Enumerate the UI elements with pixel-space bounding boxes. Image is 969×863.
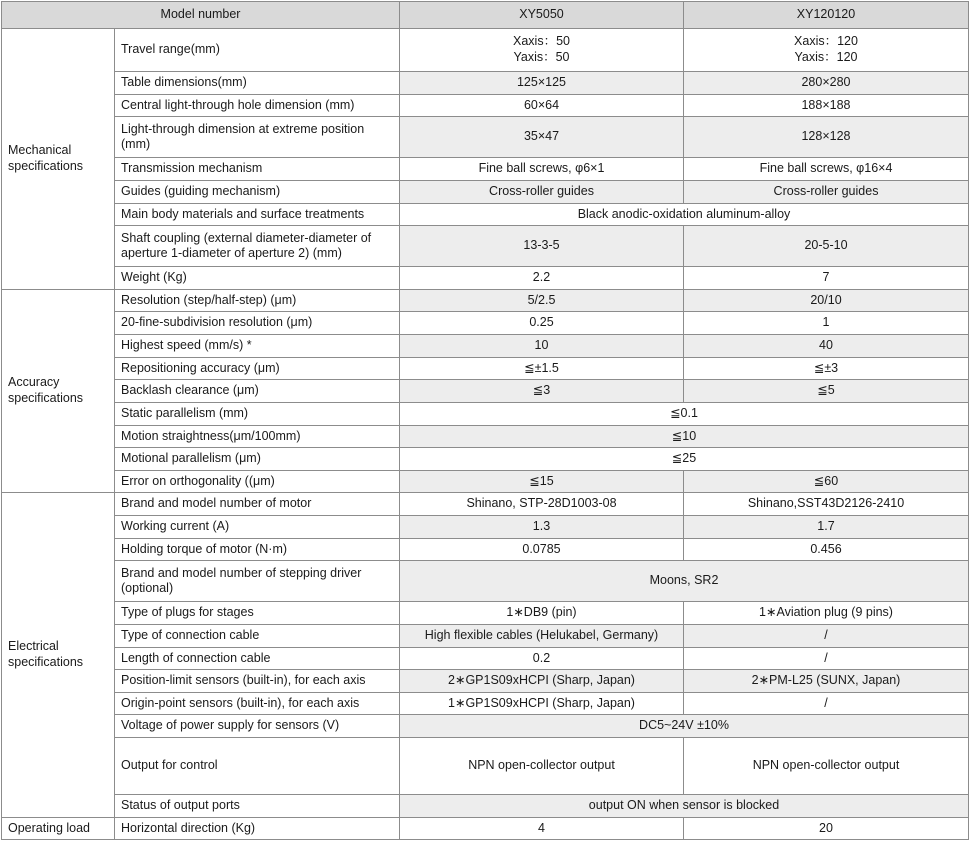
cell-table-dimensions-a: 125×125 <box>400 72 684 95</box>
cell-travel-range-a-y: Yaxis：50 <box>513 50 570 64</box>
table-row <box>2 357 969 380</box>
cell-travel-range-b <box>684 29 969 72</box>
row-label-output-for-control: Output for control <box>115 738 400 795</box>
table-row <box>2 425 969 448</box>
table-row <box>2 312 969 335</box>
cell-transmission-a: Fine ball screws, φ6×1 <box>400 158 684 181</box>
table-row <box>2 267 969 290</box>
row-label-sensor-voltage: Voltage of power supply for sensors (V) <box>115 715 400 738</box>
row-label-output-port-status: Status of output ports <box>115 795 400 818</box>
table-row <box>2 402 969 425</box>
table-row <box>2 647 969 670</box>
cell-travel-range-b-y: Yaxis：120 <box>794 50 858 64</box>
table-row <box>2 180 969 203</box>
cell-resolution-a: 5/2.5 <box>400 289 684 312</box>
cell-holding-torque-b: 0.456 <box>684 538 969 561</box>
cell-backlash-b: ≦5 <box>684 380 969 403</box>
cell-highest-speed-a: 10 <box>400 335 684 358</box>
specifications-table <box>1 1 969 840</box>
row-label-subdivision-resolution: 20-fine-subdivision resolution (μm) <box>115 312 400 335</box>
table-row <box>2 380 969 403</box>
row-label-repositioning-accuracy: Repositioning accuracy (μm) <box>115 357 400 380</box>
category-electrical-line1: Electrical <box>8 639 59 654</box>
header-xy5050: XY5050 <box>400 2 684 29</box>
row-label-backlash: Backlash clearance (μm) <box>115 380 400 403</box>
row-label-table-dimensions: Table dimensions(mm) <box>115 72 400 95</box>
cell-output-for-control-a: NPN open-collector output <box>400 738 684 795</box>
table-row <box>2 470 969 493</box>
cell-shaft-coupling-a: 13-3-5 <box>400 226 684 267</box>
row-label-shaft-coupling: Shaft coupling (external diameter-diameter of aperture 1-diameter of aperture 2) (mm) <box>115 226 400 267</box>
cell-extreme-position-b: 128×128 <box>684 117 969 158</box>
table-row <box>2 538 969 561</box>
cell-stepping-driver-span: Moons, SR2 <box>400 561 969 602</box>
row-label-body-materials: Main body materials and surface treatments <box>115 203 400 226</box>
cell-orthogonality-a: ≦15 <box>400 470 684 493</box>
category-electrical <box>2 493 115 817</box>
table-row <box>2 158 969 181</box>
row-label-extreme-position: Light-through dimension at extreme position (mm) <box>115 117 400 158</box>
table-row <box>2 289 969 312</box>
cell-highest-speed-b: 40 <box>684 335 969 358</box>
category-accuracy-line1: Accuracy <box>8 375 60 390</box>
table-row <box>2 602 969 625</box>
table-row <box>2 493 969 516</box>
row-label-weight: Weight (Kg) <box>115 267 400 290</box>
table-header-row <box>2 2 969 29</box>
row-label-position-limit-sensors: Position-limit sensors (built-in), for each axis <box>115 670 400 693</box>
row-label-connection-cable-type: Type of connection cable <box>115 624 400 647</box>
category-accuracy-line2: specifications <box>8 391 84 406</box>
cell-repositioning-accuracy-a: ≦±1.5 <box>400 357 684 380</box>
category-mechanical-line1: Mechanical <box>8 143 72 158</box>
header-xy120120: XY120120 <box>684 2 969 29</box>
cell-holding-torque-a: 0.0785 <box>400 538 684 561</box>
row-label-origin-point-sensors: Origin-point sensors (built-in), for each axis <box>115 692 400 715</box>
row-label-holding-torque: Holding torque of motor (N·m) <box>115 538 400 561</box>
cell-working-current-b: 1.7 <box>684 516 969 539</box>
table-row <box>2 715 969 738</box>
row-label-motion-straightness: Motion straightness(μm/100mm) <box>115 425 400 448</box>
table-row <box>2 670 969 693</box>
cell-connection-cable-length-a: 0.2 <box>400 647 684 670</box>
cell-travel-range-b-x: Xaxis：120 <box>794 34 858 49</box>
cell-travel-range-a-x: Xaxis：50 <box>513 34 570 49</box>
table-row <box>2 817 969 840</box>
table-row <box>2 692 969 715</box>
category-mechanical <box>2 29 115 290</box>
table-row <box>2 226 969 267</box>
row-label-central-hole: Central light-through hole dimension (mm) <box>115 94 400 117</box>
cell-travel-range-a <box>400 29 684 72</box>
cell-table-dimensions-b: 280×280 <box>684 72 969 95</box>
cell-horizontal-direction-b: 20 <box>684 817 969 840</box>
cell-static-parallelism-span: ≦0.1 <box>400 402 969 425</box>
cell-orthogonality-b: ≦60 <box>684 470 969 493</box>
cell-motor-brand-a: Shinano, STP-28D1003-08 <box>400 493 684 516</box>
table-row <box>2 335 969 358</box>
cell-shaft-coupling-b: 20-5-10 <box>684 226 969 267</box>
table-row <box>2 203 969 226</box>
table-row <box>2 29 969 72</box>
category-electrical-line2: specifications <box>8 655 84 669</box>
row-label-highest-speed: Highest speed (mm/s) * <box>115 335 400 358</box>
cell-body-materials-span: Black anodic-oxidation aluminum-alloy <box>400 203 969 226</box>
cell-weight-a: 2.2 <box>400 267 684 290</box>
cell-extreme-position-a: 35×47 <box>400 117 684 158</box>
cell-central-hole-b: 188×188 <box>684 94 969 117</box>
cell-plugs-a: 1∗DB9 (pin) <box>400 602 684 625</box>
cell-guides-a: Cross-roller guides <box>400 180 684 203</box>
cell-weight-b: 7 <box>684 267 969 290</box>
cell-output-port-status-span: output ON when sensor is blocked <box>400 795 969 818</box>
cell-horizontal-direction-a: 4 <box>400 817 684 840</box>
row-label-horizontal-direction: Horizontal direction (Kg) <box>115 817 400 840</box>
cell-connection-cable-type-a: High flexible cables (Helukabel, Germany) <box>400 624 684 647</box>
cell-resolution-b: 20/10 <box>684 289 969 312</box>
cell-subdivision-resolution-a: 0.25 <box>400 312 684 335</box>
table-row <box>2 624 969 647</box>
category-operating-load: Operating load <box>2 817 115 840</box>
row-label-motor-brand: Brand and model number of motor <box>115 493 400 516</box>
category-mechanical-line2: specifications <box>8 158 84 173</box>
row-label-working-current: Working current (A) <box>115 516 400 539</box>
cell-output-for-control-b: NPN open-collector output <box>684 738 969 795</box>
row-label-orthogonality: Error on orthogonality ((μm) <box>115 470 400 493</box>
row-label-static-parallelism: Static parallelism (mm) <box>115 402 400 425</box>
cell-central-hole-a: 60×64 <box>400 94 684 117</box>
cell-plugs-b: 1∗Aviation plug (9 pins) <box>684 602 969 625</box>
row-label-travel-range: Travel range(mm) <box>115 29 400 72</box>
cell-repositioning-accuracy-b: ≦±3 <box>684 357 969 380</box>
table-row <box>2 448 969 471</box>
cell-position-limit-sensors-b: 2∗PM-L25 (SUNX, Japan) <box>684 670 969 693</box>
cell-connection-cable-type-b: / <box>684 624 969 647</box>
row-label-connection-cable-length: Length of connection cable <box>115 647 400 670</box>
table-row <box>2 738 969 795</box>
cell-connection-cable-length-b: / <box>684 647 969 670</box>
row-label-motional-parallelism: Motional parallelism (μm) <box>115 448 400 471</box>
cell-motional-parallelism-span: ≦25 <box>400 448 969 471</box>
cell-origin-point-sensors-a: 1∗GP1S09xHCPI (Sharp, Japan) <box>400 692 684 715</box>
cell-guides-b: Cross-roller guides <box>684 180 969 203</box>
cell-backlash-a: ≦3 <box>400 380 684 403</box>
row-label-stepping-driver: Brand and model number of stepping driver (optional) <box>115 561 400 602</box>
table-row <box>2 117 969 158</box>
cell-motion-straightness-span: ≦10 <box>400 425 969 448</box>
table-row <box>2 72 969 95</box>
table-row <box>2 561 969 602</box>
cell-motor-brand-b: Shinano,SST43D2126-2410 <box>684 493 969 516</box>
cell-origin-point-sensors-b: / <box>684 692 969 715</box>
table-row <box>2 94 969 117</box>
row-label-plugs: Type of plugs for stages <box>115 602 400 625</box>
category-accuracy <box>2 289 115 493</box>
cell-subdivision-resolution-b: 1 <box>684 312 969 335</box>
row-label-resolution: Resolution (step/half-step) (μm) <box>115 289 400 312</box>
table-row <box>2 516 969 539</box>
table-row <box>2 795 969 818</box>
cell-working-current-a: 1.3 <box>400 516 684 539</box>
row-label-transmission: Transmission mechanism <box>115 158 400 181</box>
header-model-number: Model number <box>2 2 400 29</box>
cell-transmission-b: Fine ball screws, φ16×4 <box>684 158 969 181</box>
row-label-guides: Guides (guiding mechanism) <box>115 180 400 203</box>
cell-position-limit-sensors-a: 2∗GP1S09xHCPI (Sharp, Japan) <box>400 670 684 693</box>
cell-sensor-voltage-span: DC5~24V ±10% <box>400 715 969 738</box>
